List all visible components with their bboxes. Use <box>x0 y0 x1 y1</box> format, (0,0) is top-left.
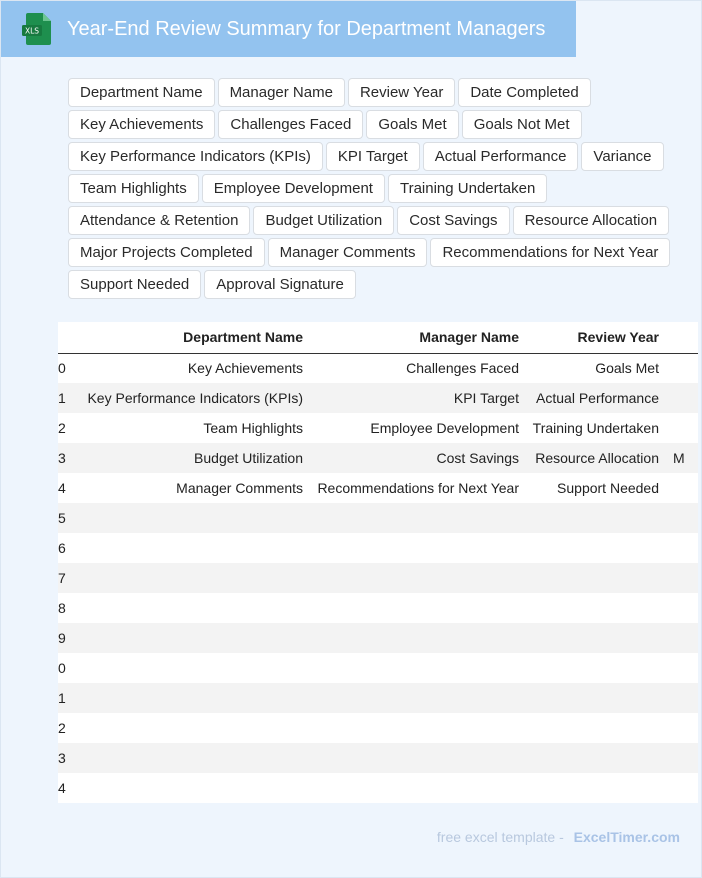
table-cell <box>523 563 663 593</box>
row-index-cell: 4 <box>58 773 74 803</box>
table-cell <box>74 593 307 623</box>
row-index-cell: 0 <box>58 653 74 683</box>
table-cell <box>523 533 663 563</box>
row-index-cell: 2 <box>58 713 74 743</box>
row-index-cell: 7 <box>58 563 74 593</box>
footer-prefix: free excel template - <box>436 829 564 845</box>
column-header <box>58 322 74 353</box>
table-row <box>58 683 698 713</box>
table-row <box>58 503 698 533</box>
row-index-cell: 1 <box>58 683 74 713</box>
column-header: Department Name <box>74 322 307 353</box>
table-cell <box>663 563 698 593</box>
table-row <box>58 593 698 623</box>
table-cell: Key Performance Indicators (KPIs) <box>74 383 307 413</box>
table-cell <box>307 533 523 563</box>
field-tag[interactable]: Budget Utilization <box>253 206 394 235</box>
table-cell <box>307 713 523 743</box>
table-cell <box>663 353 698 383</box>
table-cell <box>74 533 307 563</box>
field-tag[interactable]: Resource Allocation <box>513 206 670 235</box>
table-cell <box>307 623 523 653</box>
table-cell <box>523 683 663 713</box>
table-row <box>58 443 698 473</box>
field-tag-list <box>68 78 678 299</box>
table-row <box>58 413 698 443</box>
field-tag[interactable]: KPI Target <box>326 142 420 171</box>
row-index-cell: 1 <box>58 383 74 413</box>
row-index-cell: 5 <box>58 503 74 533</box>
table-cell <box>663 653 698 683</box>
footer-credit <box>437 829 680 845</box>
table-cell: M <box>663 443 698 473</box>
table-row <box>58 713 698 743</box>
table-cell: Actual Performance <box>523 383 663 413</box>
table-cell <box>523 773 663 803</box>
table-cell: Recommendations for Next Year <box>307 473 523 503</box>
row-index-cell: 6 <box>58 533 74 563</box>
table-cell <box>523 743 663 773</box>
field-tag[interactable]: Recommendations for Next Year <box>430 238 670 267</box>
column-header: Manager Name <box>307 322 523 353</box>
table-row <box>58 383 698 413</box>
table-cell <box>663 743 698 773</box>
column-header <box>663 322 698 353</box>
table-cell <box>663 773 698 803</box>
field-tag[interactable]: Department Name <box>68 78 215 107</box>
table-cell: Resource Allocation <box>523 443 663 473</box>
field-tag[interactable]: Attendance & Retention <box>68 206 250 235</box>
table-cell: Support Needed <box>523 473 663 503</box>
table-cell <box>523 713 663 743</box>
table-row <box>58 773 698 803</box>
table-cell <box>307 503 523 533</box>
table-cell <box>307 773 523 803</box>
table-cell <box>663 713 698 743</box>
field-tag[interactable]: Manager Comments <box>268 238 428 267</box>
field-tag[interactable]: Goals Not Met <box>462 110 582 139</box>
table-cell: Manager Comments <box>74 473 307 503</box>
table-row <box>58 563 698 593</box>
footer-brand-link[interactable]: ExcelTimer.com <box>573 829 680 845</box>
table-cell <box>663 413 698 443</box>
preview-table <box>58 322 698 803</box>
table-row <box>58 533 698 563</box>
table-cell: Challenges Faced <box>307 353 523 383</box>
field-tag[interactable]: Team Highlights <box>68 174 199 203</box>
table-cell <box>307 563 523 593</box>
table-cell <box>74 623 307 653</box>
table-header-row <box>58 322 698 353</box>
field-tag[interactable]: Date Completed <box>458 78 590 107</box>
table-cell: Employee Development <box>307 413 523 443</box>
row-index-cell: 4 <box>58 473 74 503</box>
row-index-cell: 3 <box>58 743 74 773</box>
table-cell <box>74 653 307 683</box>
field-tag[interactable]: Training Undertaken <box>388 174 547 203</box>
row-index-cell: 3 <box>58 443 74 473</box>
table-cell <box>74 683 307 713</box>
row-index-cell: 8 <box>58 593 74 623</box>
field-tag[interactable]: Manager Name <box>218 78 345 107</box>
table-row <box>58 623 698 653</box>
row-index-cell: 9 <box>58 623 74 653</box>
table-cell <box>663 503 698 533</box>
field-tag[interactable]: Employee Development <box>202 174 385 203</box>
table-cell: Training Undertaken <box>523 413 663 443</box>
field-tag[interactable]: Goals Met <box>366 110 458 139</box>
table-cell <box>74 743 307 773</box>
table-row <box>58 743 698 773</box>
header-bar <box>1 1 576 57</box>
table-cell <box>307 683 523 713</box>
table-cell: Team Highlights <box>74 413 307 443</box>
field-tag[interactable]: Support Needed <box>68 270 201 299</box>
table-cell <box>523 653 663 683</box>
field-tag[interactable]: Review Year <box>348 78 455 107</box>
row-index-cell: 2 <box>58 413 74 443</box>
table-cell: Cost Savings <box>307 443 523 473</box>
table-cell: KPI Target <box>307 383 523 413</box>
preview-table-container[interactable] <box>58 322 685 803</box>
field-tag[interactable]: Cost Savings <box>397 206 509 235</box>
table-cell: Budget Utilization <box>74 443 307 473</box>
table-cell <box>74 713 307 743</box>
table-cell <box>307 593 523 623</box>
field-tag[interactable]: Challenges Faced <box>218 110 363 139</box>
table-cell <box>523 503 663 533</box>
xls-file-icon <box>21 12 53 46</box>
column-header: Review Year <box>523 322 663 353</box>
field-tag[interactable]: Key Achievements <box>68 110 215 139</box>
xls-icon-label: XLS <box>24 26 40 36</box>
table-cell <box>663 473 698 503</box>
page-title: Year-End Review Summary for Department Managers <box>67 17 546 40</box>
table-row <box>58 473 698 503</box>
table-cell <box>663 683 698 713</box>
table-cell <box>663 383 698 413</box>
table-cell <box>663 623 698 653</box>
table-cell <box>307 653 523 683</box>
field-tag[interactable]: Variance <box>581 142 663 171</box>
field-tag[interactable]: Major Projects Completed <box>68 238 265 267</box>
table-row <box>58 353 698 383</box>
table-cell <box>74 773 307 803</box>
table-cell <box>74 563 307 593</box>
table-row <box>58 653 698 683</box>
field-tag[interactable]: Actual Performance <box>423 142 579 171</box>
field-tag[interactable]: Key Performance Indicators (KPIs) <box>68 142 323 171</box>
table-cell <box>523 593 663 623</box>
table-cell <box>307 743 523 773</box>
table-cell: Goals Met <box>523 353 663 383</box>
table-cell: Key Achievements <box>74 353 307 383</box>
field-tag[interactable]: Approval Signature <box>204 270 356 299</box>
table-cell <box>74 503 307 533</box>
table-cell <box>663 593 698 623</box>
row-index-cell: 0 <box>58 353 74 383</box>
table-cell <box>523 623 663 653</box>
table-cell <box>663 533 698 563</box>
